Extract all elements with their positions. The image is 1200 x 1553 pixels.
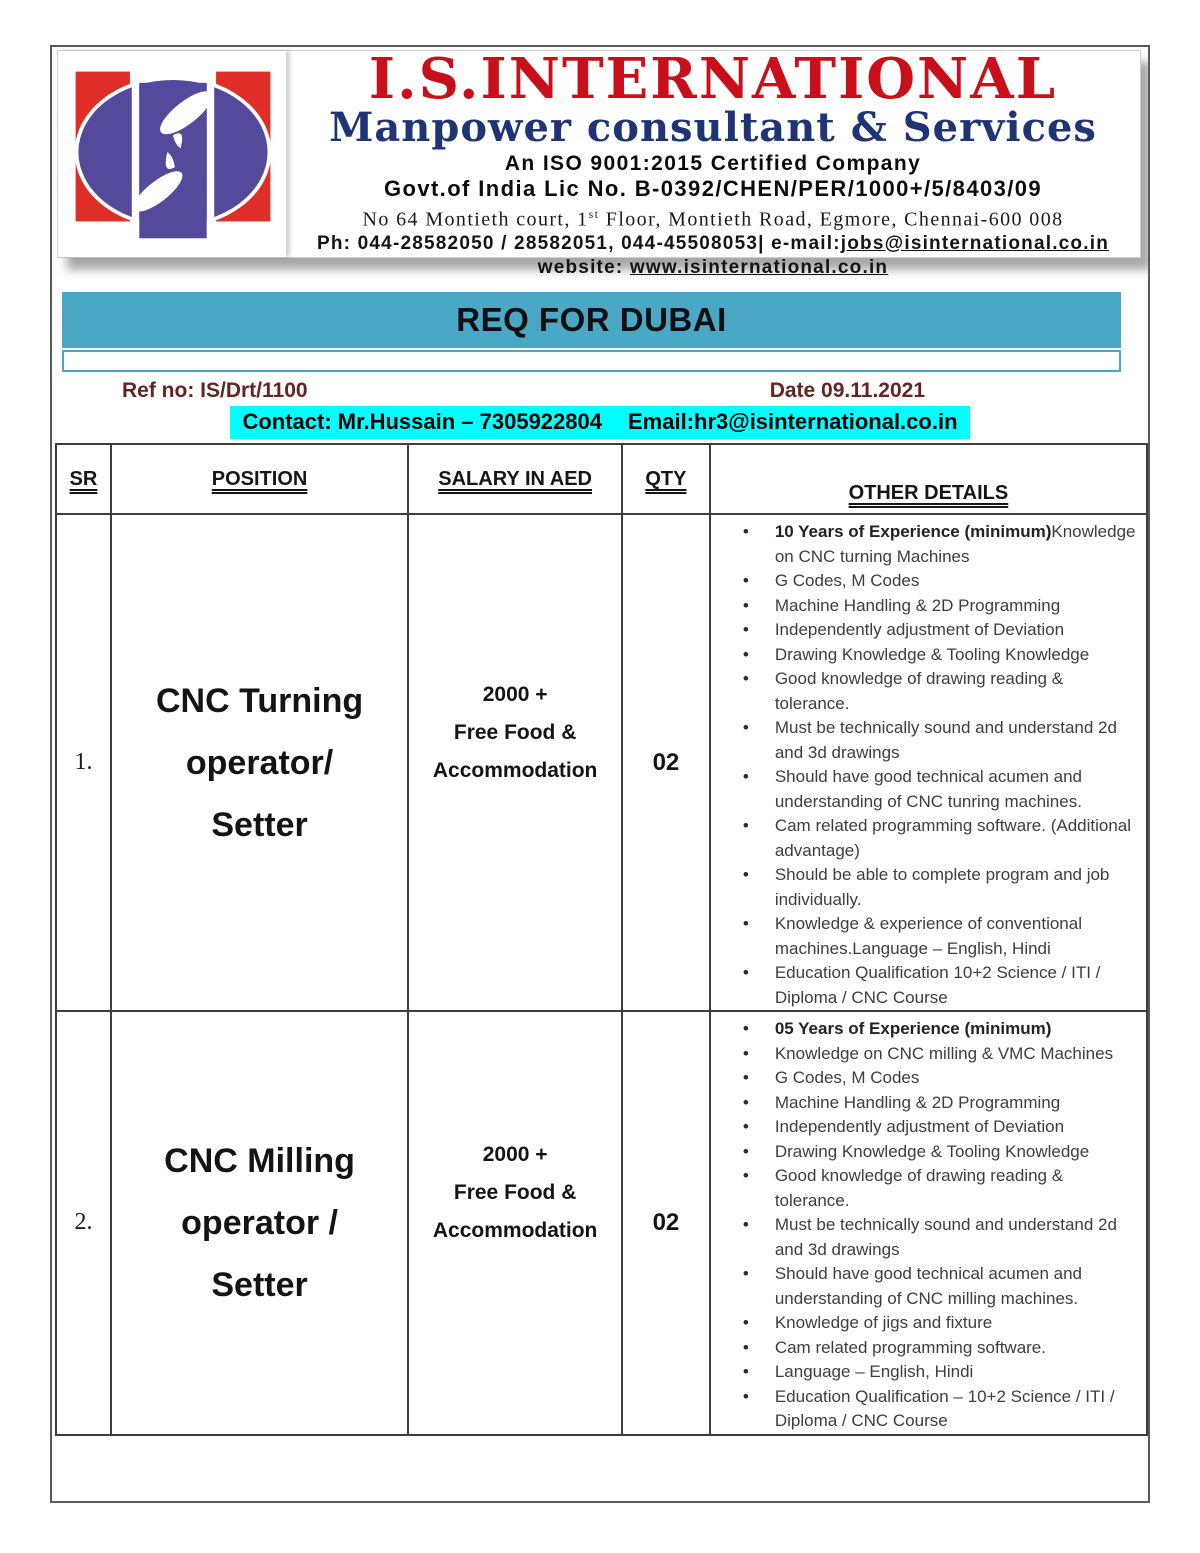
column-header-qty: QTY	[622, 444, 710, 514]
detail-item: • Drawing Knowledge & Tooling Knowledge	[711, 1140, 1140, 1165]
salary-line: Accommodation	[432, 759, 598, 782]
detail-item: • Should be able to complete program and job individually.	[711, 863, 1140, 912]
contact-highlight	[230, 406, 969, 439]
detail-item: • Language – English, Hindi	[711, 1360, 1140, 1385]
detail-item: • Cam related programming software. (Additional advantage)	[711, 814, 1140, 863]
salary-line: Free Food &	[453, 721, 577, 744]
table-row	[56, 1011, 1147, 1435]
phone-line	[286, 232, 1140, 256]
detail-item: • Good knowledge of drawing reading & tolerance.	[711, 667, 1140, 716]
address-post: Floor, Montieth Road, Egmore, Chennai-600 008	[599, 208, 1064, 231]
details-cell	[710, 514, 1147, 1011]
position-cell	[111, 1011, 408, 1435]
detail-item: • Education Qualification 10+2 Science / ITI / Diploma / CNC Course	[711, 961, 1140, 1010]
address-pre: No 64 Montieth court, 1	[362, 208, 589, 231]
position-line: CNC Milling	[164, 1141, 355, 1180]
phone-numbers: Ph: 044-28582050 / 28582051, 044-45508053| e-mail:	[316, 232, 841, 254]
table-row	[56, 514, 1147, 1011]
company-tagline: Manpower consultant & Services	[329, 104, 1097, 151]
detail-item: • Cam related programming software.	[711, 1336, 1140, 1361]
column-header-position: POSITION	[111, 444, 408, 514]
requirements-table	[55, 443, 1148, 1436]
letterhead-text	[286, 46, 1140, 278]
position-line: Setter	[211, 805, 308, 844]
position-line: CNC Turning	[156, 681, 364, 720]
salary-line: Accommodation	[432, 1219, 598, 1243]
detail-item: • Machine Handling & 2D Programming	[711, 594, 1140, 619]
banner-title: REQ FOR DUBAI	[62, 292, 1121, 348]
document-sheet	[50, 45, 1150, 1503]
iso-certification-line: An ISO 9001:2015 Certified Company	[504, 152, 922, 175]
sr-cell: 1.	[56, 514, 111, 1011]
banner-strip	[62, 350, 1121, 372]
address-ordinal: st	[588, 207, 600, 221]
contact-email: Email:hr3@isinternational.co.in	[627, 409, 958, 434]
contact-wrap	[52, 406, 1148, 439]
detail-item: • G Codes, M Codes	[711, 569, 1140, 594]
detail-item: • 05 Years of Experience (minimum)	[711, 1017, 1140, 1042]
email-link[interactable]: jobs@isinternational.co.in	[840, 232, 1110, 254]
details-cell	[710, 1011, 1147, 1435]
column-header-salary: SALARY IN AED	[408, 444, 622, 514]
position-line: Setter	[211, 1265, 308, 1304]
letterhead	[57, 46, 1141, 278]
detail-item: • Independently adjustment of Deviation	[711, 618, 1140, 643]
company-logo-icon	[70, 62, 276, 246]
date: Date 09.11.2021	[769, 379, 925, 402]
contact-phone: Contact: Mr.Hussain – 7305922804	[242, 409, 602, 434]
salary-line: Free Food &	[453, 1181, 577, 1205]
website-link[interactable]: www.isinternational.co.in	[629, 256, 889, 278]
salary-line: 2000 +	[482, 683, 548, 706]
column-header-sr: SR	[56, 444, 111, 514]
detail-item: • Education Qualification – 10+2 Science / ITI / Diploma / CNC Course	[711, 1385, 1140, 1434]
address-line	[286, 202, 1140, 232]
website-label: website:	[537, 256, 630, 278]
salary-cell	[408, 1011, 622, 1435]
company-name: I.S.INTERNATIONAL	[368, 46, 1058, 112]
qty-cell: 02	[622, 1011, 710, 1435]
detail-item: • Good knowledge of drawing reading & tolerance.	[711, 1164, 1140, 1213]
qty-cell: 02	[622, 514, 710, 1011]
detail-item: • Machine Handling & 2D Programming	[711, 1091, 1140, 1116]
detail-item: • Independently adjustment of Deviation	[711, 1115, 1140, 1140]
detail-item: • Should have good technical acumen and understanding of CNC tunring machines.	[711, 765, 1140, 814]
header-row	[56, 444, 1147, 514]
detail-item: • Must be technically sound and understand 2d and 3d drawings	[711, 716, 1140, 765]
detail-item: • Knowledge of jigs and fixture	[711, 1311, 1140, 1336]
ref-no: Ref no: IS/Drt/1100	[122, 379, 308, 402]
salary-line: 2000 +	[482, 1143, 548, 1167]
license-line: Govt.of India Lic No. B-0392/CHEN/PER/1000+/5/8403/09	[383, 176, 1043, 201]
detail-item: • Knowledge on CNC milling & VMC Machines	[711, 1042, 1140, 1067]
detail-item: • Drawing Knowledge & Tooling Knowledge	[711, 643, 1140, 668]
detail-item: • Must be technically sound and understand 2d and 3d drawings	[711, 1213, 1140, 1262]
salary-cell	[408, 514, 622, 1011]
detail-item: • 10 Years of Experience (minimum)Knowledge on CNC turning Machines	[711, 520, 1140, 569]
logo-box	[58, 51, 286, 257]
website-line	[286, 256, 1140, 280]
position-line: operator /	[181, 1203, 338, 1242]
sr-cell: 2.	[56, 1011, 111, 1435]
detail-item: • Should have good technical acumen and understanding of CNC milling machines.	[711, 1262, 1140, 1311]
meta-row	[52, 379, 1148, 403]
position-cell	[111, 514, 408, 1011]
detail-item: • Knowledge & experience of conventional machines.Language – English, Hindi	[711, 912, 1140, 961]
column-header-other-details: OTHER DETAILS	[710, 444, 1147, 514]
position-line: operator/	[185, 743, 334, 782]
detail-item: • G Codes, M Codes	[711, 1066, 1140, 1091]
